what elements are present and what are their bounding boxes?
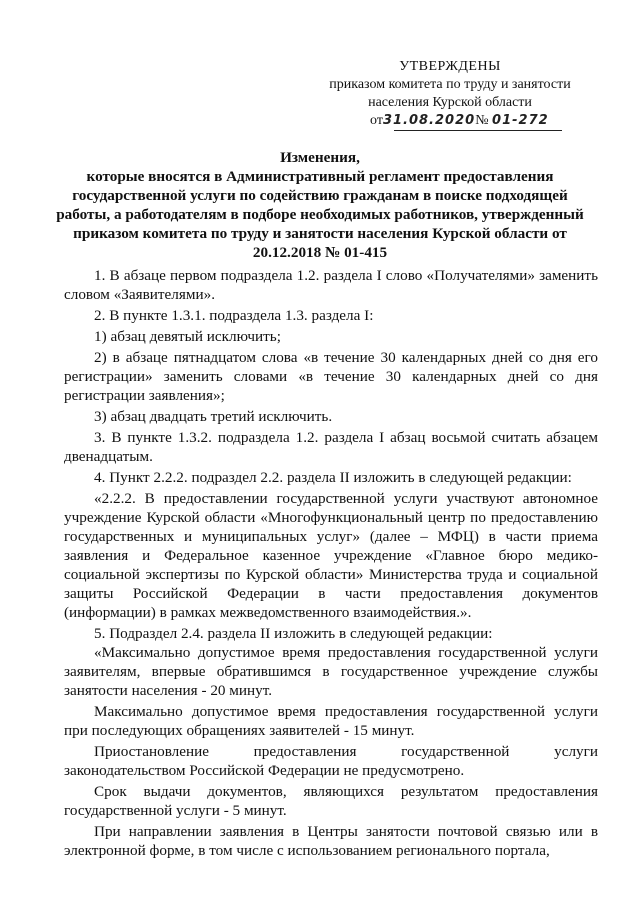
title-line-3: государственной услуги по содействию гражданам в поиске подходящей: [72, 187, 568, 204]
paragraph: 4. Пункт 2.2.2. подраздел 2.2. раздела II изложить в следующей редакции:: [94, 469, 572, 486]
paragraph: «2.2.2. В предоставлении государственной услуги участвуют автономное учреждение Курской области «Многофункциональный центр по предоставлению государственных и муниципальных услуг» (далее – МФЦ) в части приема заявления и Федеральное казенное учреждение «Главное бюро медико-социальной экспертизы по Курской области» Министерства труда и социальной защиты Российской Федерации в части предоставления документов (информации) в рамках межведомственного взаимодействия.».: [64, 490, 598, 621]
approval-date-number: [370, 112, 600, 132]
number-prefix: №: [475, 113, 489, 128]
from-prefix: от: [370, 113, 383, 128]
handwritten-date: 31.08.2020: [382, 113, 476, 128]
signature-underline: [394, 130, 562, 131]
paragraph: Максимально допустимое время предоставления государственной услуги при последующих обращениях заявителей - 15 минут.: [64, 703, 598, 739]
paragraph: При направлении заявления в Центры занятости почтовой связью или в электронной форме, в том числе с использованием регионального портала,: [64, 823, 598, 859]
paragraph: «Максимально допустимое время предоставления государственной услуги заявителям, впервые обратившимся в государственное учреждение службы занятости населения - 20 минут.: [64, 644, 598, 699]
paragraph: 2) в абзаце пятнадцатом слова «в течение 30 календарных дней со дня его регистрации» заменить словами «в течение 30 календарных дней со дня регистрации заявления»;: [64, 349, 598, 404]
paragraph: 1) абзац девятый исключить;: [94, 328, 281, 345]
paragraph: 2. В пункте 1.3.1. подраздела 1.3. раздела I:: [94, 307, 374, 324]
approval-heading: УТВЕРЖДЕНЫ: [399, 59, 501, 74]
paragraph: Приостановление предоставления государственной услуги законодательством Российской Федерации не предусмотрено.: [64, 743, 598, 779]
title-line-2: которые вносятся в Административный регламент предоставления: [86, 168, 554, 185]
title-line-5: приказом комитета по труду и занятости населения Курской области от: [73, 225, 567, 242]
paragraph: 3. В пункте 1.3.2. подраздела 1.2. раздела I абзац восьмой считать абзацем двенадцатым.: [64, 429, 598, 465]
paragraph: 1. В абзаце первом подраздела 1.2. раздела I слово «Получателями» заменить словом «Заявителями».: [64, 267, 598, 303]
approval-line-2: населения Курской области: [368, 95, 532, 110]
approval-stamp: [300, 58, 600, 132]
paragraph: Срок выдачи документов, являющихся результатом предоставления государственной услуги - 5 минут.: [64, 783, 598, 819]
document-body: [64, 266, 598, 862]
paragraph: 5. Подраздел 2.4. раздела II изложить в следующей редакции:: [94, 625, 493, 642]
title-line-1: Изменения,: [280, 149, 360, 166]
approval-line-1: приказом комитета по труду и занятости: [329, 77, 571, 92]
paragraph: 3) абзац двадцать третий исключить.: [94, 408, 333, 425]
document-title: [55, 148, 585, 262]
title-line-6: 20.12.2018 № 01-415: [252, 244, 388, 261]
title-line-4: работы, а работодателям в подборе необходимых работников, утвержденный: [56, 206, 584, 223]
handwritten-number: 01-272: [492, 113, 549, 128]
